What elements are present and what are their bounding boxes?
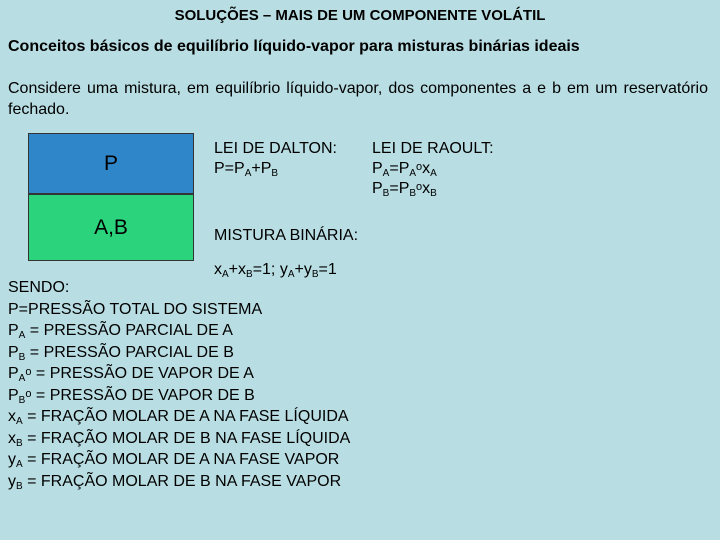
raoult-equation-b: $P_B=P_B^ox_B$ xyxy=(372,180,437,199)
vapor-phase-box xyxy=(28,133,194,194)
definition-item: $P_A^o$ = PRESSÃO DE VAPOR DE A xyxy=(8,365,254,384)
liquid-phase-label: A,B xyxy=(94,215,128,239)
definition-item: $P_A$ = PRESSÃO PARCIAL DE A xyxy=(8,322,233,341)
raoult-equation-a: $P_A=P_A^ox_A$ xyxy=(372,160,437,179)
mixture-equation: $x_A+x_B=1$; $y_A+y_B=1$ xyxy=(214,261,337,280)
definition-item: $x_B$ = FRAÇÃO MOLAR DE B NA FASE LÍQUIDA xyxy=(8,429,351,449)
mixture-heading: MISTURA BINÁRIA: xyxy=(214,227,359,244)
liquid-phase-box xyxy=(28,194,194,261)
dalton-equation: $P=P_A+P_B$ xyxy=(214,160,279,179)
intro-paragraph: Considere uma mistura, em equilíbrio líquido-vapor, dos componentes a e b em um reservatório fechado. xyxy=(8,80,708,118)
dalton-law xyxy=(214,139,337,179)
dalton-heading: LEI DE DALTON: xyxy=(214,140,337,157)
definitions-heading: SENDO: xyxy=(8,279,70,296)
page-title: SOLUÇÕES – MAIS DE UM COMPONENTE VOLÁTIL xyxy=(174,7,546,24)
raoult-law xyxy=(372,139,494,199)
definition-item: $P_B^o$ = PRESSÃO DE VAPOR DE B xyxy=(8,386,255,406)
definition-item: P=PRESSÃO TOTAL DO SISTEMA xyxy=(8,300,263,318)
definition-item: $P_B$ = PRESSÃO PARCIAL DE B xyxy=(8,343,234,363)
definitions-list xyxy=(8,277,350,492)
definition-item: $x_A$ = FRAÇÃO MOLAR DE A NA FASE LÍQUIDA xyxy=(8,408,349,427)
subtitle: Conceitos básicos de equilíbrio líquido-vapor para misturas binárias ideais xyxy=(8,38,580,55)
definition-item: $y_B$ = FRAÇÃO MOLAR DE B NA FASE VAPOR xyxy=(8,472,342,492)
vapor-phase-label: P xyxy=(103,151,118,175)
definition-item: $y_A$ = FRAÇÃO MOLAR DE A NA FASE VAPOR xyxy=(8,451,340,470)
raoult-heading: LEI DE RAOULT: xyxy=(372,140,494,157)
